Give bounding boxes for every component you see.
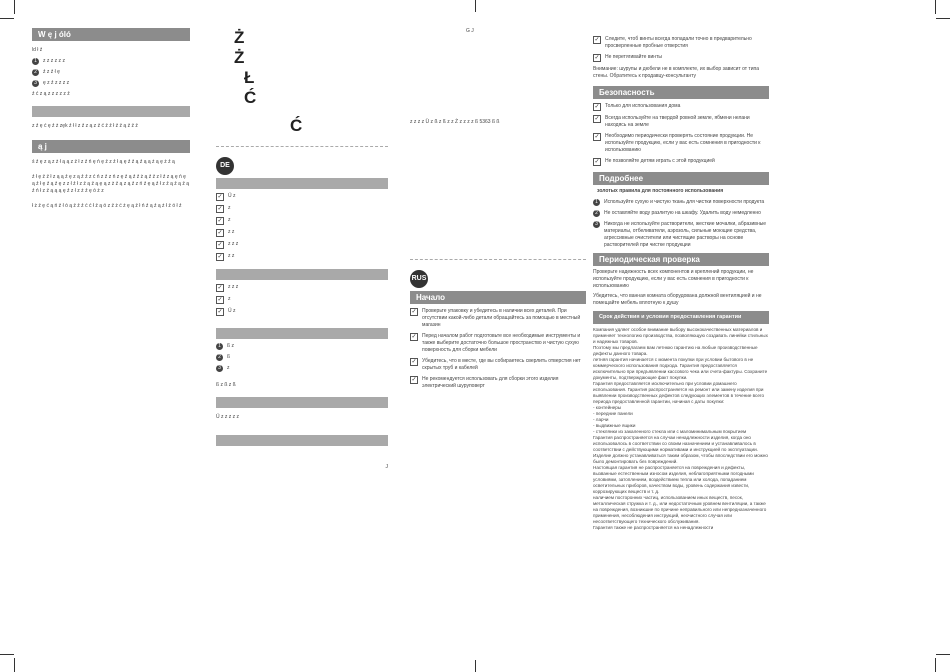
step-number-icon: 3: [32, 80, 39, 87]
checkbox-item: ✓ Только для использования дома: [594, 103, 681, 110]
checkbox-item: ✓ z z z: [217, 284, 239, 291]
section-header: [216, 435, 388, 446]
section-header: Безопасность: [593, 86, 769, 99]
crop-mark: [935, 658, 936, 672]
step-item: 3 Никогда не используйте растворители, жесткие мочалки, абразивные материалы, отбеливатели, аэрозоль, сильные моющие средства, агрессивные очистители или чистящие растворы на основе растворителей при чистке продукции: [593, 221, 769, 249]
step-number-icon: 1: [593, 199, 600, 206]
checkbox-item: ✓ Не перетягивайте винты: [594, 54, 662, 61]
divider: [216, 146, 388, 147]
checkbox-item: ✓ Убедитесь, что в месте, где вы собираетесь сверлить отверстия нет скрытых труб и кабелей: [411, 358, 583, 371]
paragraph: ź ć z ą z z z z z ź: [32, 91, 70, 97]
checkmark-icon: ✓: [217, 206, 223, 212]
step-number-icon: 1: [32, 58, 39, 65]
checkmark-icon: ✓: [217, 242, 223, 248]
step-item: 2 Не оставляйте воду разлитую на шкафу. Удалить воду немедленно: [593, 210, 769, 217]
paragraph: z z z z Ü z ß z ß z z Ż z z z z ß 5363 ß ß: [410, 119, 500, 125]
fold-mark: [475, 660, 476, 672]
section-header: [216, 269, 388, 280]
checkbox-item: ✓ z: [217, 205, 231, 212]
crop-mark: [0, 654, 14, 655]
step-number-icon: 2: [32, 69, 39, 76]
checkmark-icon: ✓: [594, 159, 600, 165]
crop-mark: [936, 18, 950, 19]
column-continued: [410, 28, 586, 394]
crop-mark: [936, 654, 950, 655]
paragraph: Компания удляет особое внимание выбору высококачественных материалов и применяет технологию производства, позволяющую создавать линейки стильных и надежных товаров. Поэтому мы предлагаем вам летнюю гарантию на любые производственные дефекты данного товара. летняя гарантия начинается с момента покупки при условии бытового в не коммерческого использования подхода. Гарантия предоставляется исключительно при предъявлении кассового чека или счета-фактуры. Сохраните документы, подтверждающие факт покупки. Гарантия предоставляется исключительно при условии домашнего использования. Гарантия распространяется на ремонт или замену изделия при выявлении производственных дефектов следующих элементов в течение всего периода предоставленной гарантии, начиная с даты покупки: - контейнеры - передние панели - ларчи - выдвижные ящики - стеклянки из закаленного стекла или с маломинимальным покрытием Гарантия распространяется на случаи ненадлежности изделия, когда оно использовалось в соответствии со своим назначением и устанавливалось в соответствии с действующими нормативами и инструкцией по эксплуатации. Изделие должно устанавливаться таким образом, чтобы впоследствии его можно было демонтировать без повреждений. Настоящая гарантия не распространяется на повреждения и дефекты, вызванные естественным износом изделия, неблагоприятными погодными условиями, затоплением, воздействием тепла или холода, попаданием осветительных приборов, качеством воды, уровень содержания извести, коррозирующих веществ и т. д. наличием посторонних частиц, использованием иных веществ, песок, металлическая стружка и т. д., или недостаточным уровнем вентиляции, а также на повреждения, возникшие по причине неправильного или непредназначенного применения, несоблюдения инструкций, неочистного случая или несоответствующего технического обслуживания. Гарантия также не распространяется на ненадлежности: [593, 327, 768, 530]
paragraph: Ü z z z z z: [216, 414, 240, 420]
checkbox-item: ✓ Перед началом работ подготовьте все необходимые инструменты и также выберите достаточно большое пространство и чистую сухую поверхность для сборки мебели: [411, 333, 582, 353]
page-title: Ł Ć: [244, 68, 367, 107]
section-header: Срок действия и условия предоставления гарантии: [593, 311, 769, 324]
step-item: 2 ß: [216, 354, 388, 361]
page-title: Ż Ż: [234, 28, 305, 67]
checkmark-icon: ✓: [217, 254, 223, 260]
checkmark-icon: ✓: [594, 134, 600, 140]
paragraph: ś ź ę z ą z ż ł ą ą z ź ł z ź ń ę ń ę ź z ź ł ą ę ź ź ą ź ą ą ż ą ę ż ź ą: [32, 159, 175, 165]
checkmark-icon: ✓: [594, 116, 600, 122]
checkmark-icon: ✓: [594, 55, 600, 61]
column-russian: [593, 32, 769, 531]
step-number-icon: 1: [216, 343, 223, 350]
section-header: [216, 178, 388, 189]
checkbox-item: ✓ Не рекомендуется использовать для сборки этого изделия электрический шуруповерт: [411, 376, 560, 389]
checkbox-item: ✓ Не позволяйте детям играть с этой продукцией: [594, 158, 715, 165]
checkbox-item: ✓ Ü z: [217, 308, 236, 315]
crop-mark: [14, 0, 15, 14]
checkmark-icon: ✓: [411, 359, 417, 365]
checkbox-item: ✓ z z: [217, 229, 235, 236]
step-item: 2 ź z ź ł ę: [32, 69, 190, 76]
crop-mark: [0, 18, 14, 19]
paragraph: z ź ę ć ę ź ż zęk ź ł ł z ź z ą z ź ć ź ź ł ź ź ą ź ź ź: [32, 123, 138, 129]
footer-text: J: [385, 464, 388, 470]
checkbox-item: ✓ z: [217, 217, 231, 224]
checkmark-icon: ✓: [217, 230, 223, 236]
section-header: Начало: [410, 291, 586, 304]
language-badge: RUS: [410, 270, 428, 288]
checkmark-icon: ✓: [217, 218, 223, 224]
checkmark-icon: ✓: [411, 377, 417, 383]
checkmark-icon: ✓: [594, 104, 600, 110]
section-header: ą j: [32, 140, 190, 153]
step-item: 3 z: [216, 365, 388, 372]
checkbox-item: ✓ z z: [217, 253, 235, 260]
checkbox-item: ✓ z: [217, 296, 231, 303]
checkbox-item: ✓ Всегда используйте на твердой ровной земле, ябмени нелани находясь на земле: [594, 115, 752, 128]
column-german: [216, 28, 388, 471]
page-title: Ć: [290, 116, 303, 135]
section-header: Периодическая проверка: [593, 253, 769, 266]
checkmark-icon: ✓: [411, 309, 417, 315]
checkbox-item: ✓ Проверьте упаковку и убедитесь в наличии всех деталей. При отсутствии какой-либо детали обращайтесь за помощью в местный магазин: [411, 308, 582, 328]
checkmark-icon: ✓: [217, 285, 223, 291]
paragraph: Проверьте надежность всех компонентов и креплений продукции, не используйте продукцию, если у вас есть сомнения в пригодности к использованию: [593, 269, 755, 289]
step-item: 1 z z z z z z: [32, 58, 190, 65]
section-header: [32, 106, 190, 117]
step-number-icon: 3: [216, 365, 223, 372]
divider: [410, 259, 586, 260]
crop-mark: [14, 658, 15, 672]
paragraph: ź ł ę ź ź ł z ą ą ź ę z ą ź ź z ć ń z ź z ń z ę ź ą ź ź ż ą ź ź z ł ź z ą ę ń ę ą ź ł ę ź ą ź ę z z ł ź ł z ź ą ź ą ę ą z ż ź ą z ą ź z ń ź ę ą ź ł z ź ą ź ą ź ą ź ń ł z ź ą ą ą ę ź z ł z ż ź ę ó ż z: [32, 174, 191, 194]
step-item: 1 ß z: [216, 343, 388, 350]
paragraph: ł ż ź ę ć ą ń ź ł ó ą ź ź ź ć ć ł ź ą ó z ź ż ć ż ę ą ź ł ń ź ą ź ą ż ł ź ó ł ź: [32, 203, 182, 209]
checkbox-item: ✓ Ü z: [217, 193, 236, 200]
paragraph: G J: [466, 28, 474, 34]
checkmark-icon: ✓: [594, 37, 600, 43]
subheading: золотых правила для постоянного использования: [597, 188, 724, 194]
checkbox-item: ✓ Следите, чтоб винты всегда попадали точно в предварительно просверленные пробные отверстия: [594, 36, 754, 49]
checkmark-icon: ✓: [411, 334, 417, 340]
paragraph: Внимание: шурупы и дюбели не в комплекте, их выбор зависит от типа стены. Обратитесь к продавцу-консультанту: [593, 66, 761, 79]
checkmark-icon: ✓: [217, 309, 223, 315]
checkbox-item: ✓ Необходимо периодически проверять состояние продукции. Не используйте продукцию, если у вас есть сомнения в пригодности к использованию: [594, 133, 762, 153]
step-item: 3 ę z ź z z z z: [32, 80, 190, 87]
step-item: 1 Используйте сухую и чистую ткань для чистки поверхности продукта: [593, 199, 769, 206]
step-number-icon: 3: [593, 221, 600, 228]
checkmark-icon: ✓: [217, 194, 223, 200]
paragraph: ld ł ź: [32, 47, 43, 53]
section-header: Подробнее: [593, 172, 769, 185]
fold-mark: [475, 0, 476, 12]
paragraph: Убедитесь, что ванная комната оборудована должной вентиляцией и не помещайте мебель вплотную к душу: [593, 293, 763, 306]
paragraph: ß z ß z ß: [216, 382, 236, 388]
crop-mark: [935, 0, 936, 14]
section-header: W ę j óló: [32, 28, 190, 41]
step-number-icon: 2: [216, 354, 223, 361]
language-badge: DE: [216, 157, 234, 175]
column-polish-1: [32, 28, 190, 210]
checkmark-icon: ✓: [217, 297, 223, 303]
section-header: [216, 397, 388, 408]
checkbox-item: ✓ z z z: [217, 241, 239, 248]
step-number-icon: 2: [593, 210, 600, 217]
section-header: [216, 328, 388, 339]
